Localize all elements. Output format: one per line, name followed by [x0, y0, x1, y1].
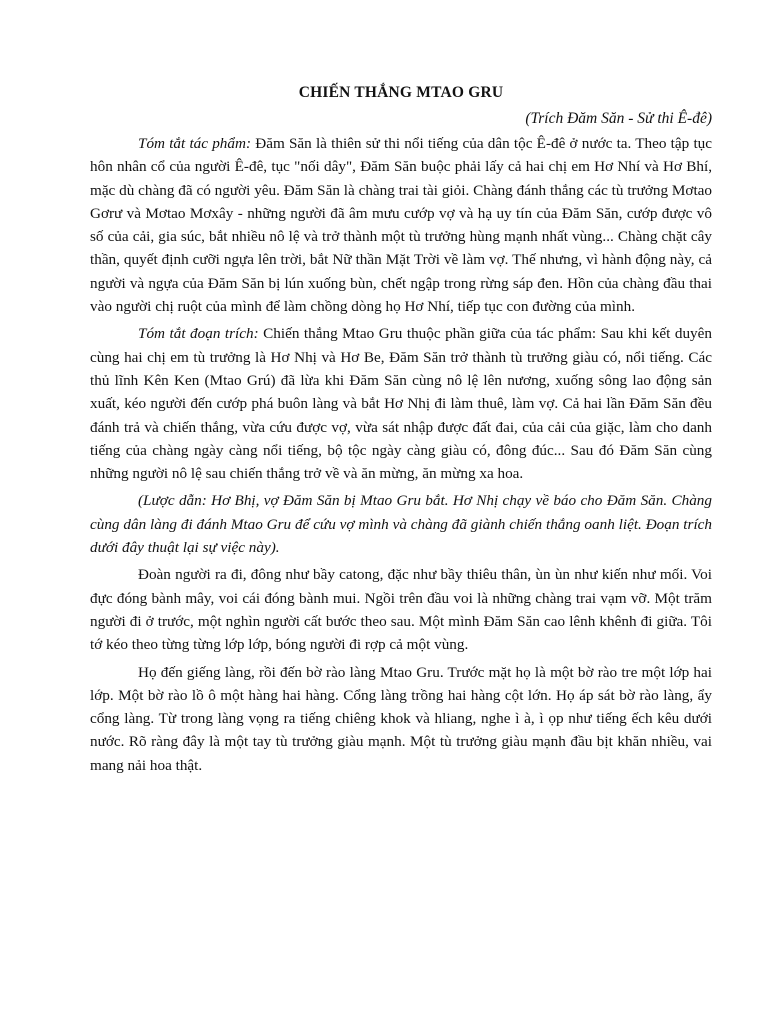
paragraph-body-2: Họ đến giếng làng, rồi đến bờ rào làng Mtao Gru. Trước mặt họ là một bờ rào tre một lớp hai lớp. Một bờ rào lồ ô một hàng hai hàng. Cổng làng trồng hai hàng cột lớn. Họ áp sát bờ rào làng, ẩy cổng làng. Từ trong làng vọng ra tiếng chiêng khok và hliang, nghe ì à, ì ọp như tiếng ếch kêu dưới nước. Rõ ràng đây là một tay tù trưởng giàu mạnh. Một tù trưởng giàu mạnh đầu bịt khăn nhiều, vai mang nải hoa thật.	[90, 663, 712, 774]
paragraph-work-summary	[90, 132, 712, 318]
source-citation: (Trích Đăm Săn - Sử thi Ê-đê)	[525, 110, 712, 127]
paragraph-lead: Tóm tắt đoạn trích:	[138, 325, 259, 343]
paragraph-text: Chiến thắng Mtao Gru thuộc phần giữa của tác phẩm: Sau khi kết duyên cùng hai chị em tù trưởng là Hơ Nhị và Hơ Be, Đăm Săn trở thành tù trưởng giàu có, nổi tiếng. Các thủ lĩnh Kên Ken (Mtao Grú) đã lừa khi Đăm Săn cùng nô lệ lên nương, xuống sông lao động sản xuất, kéo người đến cướp phá buôn làng và bắt Hơ Nhị đi làm thuê, làm vợ. Cả hai lần Đăm Săn đều đánh trả và chiến thắng, vừa cứu được vợ, vừa sát nhập được đất đai, của cải của giặc, làm cho danh tiếng của chàng ngày càng nổi tiếng, bộ tộc ngày càng giàu có, đông đúc... Sau đó Đăm Săn cùng những người nô lệ sau chiến thắng trở về và ăn mừng, ăn mừng xa hoa.	[90, 325, 712, 483]
paragraph-synopsis-note: (Lược dẫn: Hơ Bhị, vợ Đăm Săn bị Mtao Gru bắt. Hơ Nhị chạy về báo cho Đăm Săn. Chàng cùng dân làng đi đánh Mtao Gru để cứu vợ mình và chàng đã giành chiến thắng oanh liệt. Đoạn trích dưới đây thuật lại sự việc này).	[90, 492, 712, 557]
document-title: CHIẾN THẮNG MTAO GRU	[298, 84, 504, 101]
paragraph-body-1: Đoàn người ra đi, đông như bầy catong, đặc như bầy thiêu thân, ùn ùn như kiến như mối. Voi đực đóng bành mây, voi cái đóng bành mui. Ngồi trên đầu voi là những chàng trai vạm vỡ. Một trăm người đi ở trước, một nghìn người cất bước theo sau. Một mình Đăm Săn cao lênh khênh đi giữa. Tôi tớ kéo theo từng từng lớp lớp, bóng người đi rợp cả một vùng.	[90, 566, 712, 654]
paragraph-excerpt-summary	[90, 322, 712, 485]
paragraph-text: Đăm Săn là thiên sử thi nổi tiếng của dân tộc Ê-đê ở nước ta. Theo tập tục hôn nhân cổ của người Ê-đê, tục "nối dây", Đăm Săn buộc phải lấy cả hai chị em Hơ Nhí và Hơ Bhí, mặc dù chàng đã có người yêu. Đăm Săn là chàng trai tài giỏi. Chàng đánh thắng các tù trưởng Mơtao Gơrư và Mơtao Mơxây - những người đã âm mưu cướp vợ và hạ uy tín của Đăm Săn, cướp được vô số của cải, gia súc, bắt nhiều nô lệ và trở thành một tù trưởng hùng mạnh nhất vùng... Chàng chặt cây thần, quyết định cưỡi ngựa lên trời, bắt Nữ thần Mặt Trời về làm vợ. Thế nhưng, vì hành động này, cả người và ngựa của Đăm Săn bị lún xuống bùn, chết ngập trong rừng sáp đen. Hồn của chàng đầu thai vào người chị ruột của mình để làm chồng dòng họ Hơ Nhí, tiếp tục con đường của mình.	[90, 135, 713, 316]
paragraph-lead: Tóm tắt tác phẩm:	[138, 135, 252, 152]
